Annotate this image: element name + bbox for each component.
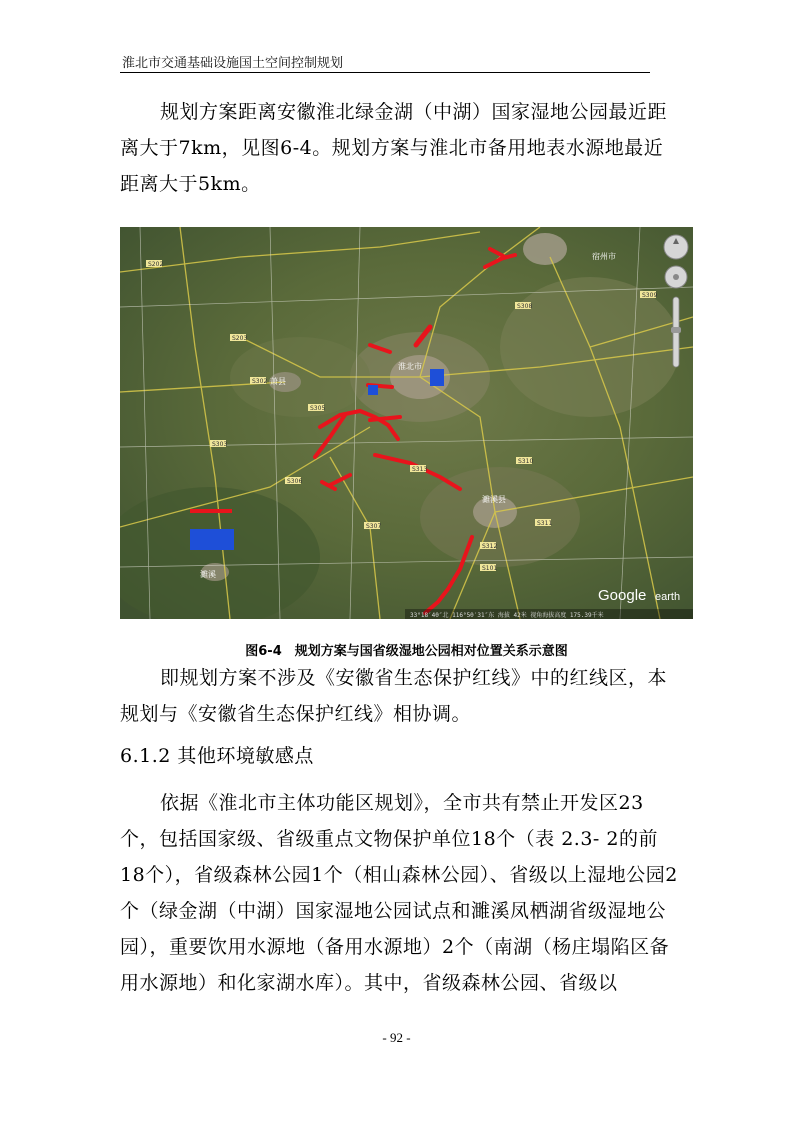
- svg-text:S307: S307: [366, 523, 382, 530]
- svg-text:S310: S310: [518, 458, 534, 465]
- svg-text:S309: S309: [642, 292, 658, 299]
- paragraph-sensitive-points: 依据《淮北市主体功能区规划》，全市共有禁止开发区23个，包括国家级、省级重点文物保护单位18个（表 2.3- 2的前18个），省级森林公园1个（相山森林公园）、省级以上湿地公园2个（绿金湖（中湖）国家湿地公园试点和濉溪凤栖湖省级湿地公园），重要饮用水源地（备用水源地）2个（南湖（杨庄塌陷区备用水源地）和化家湖水库）。其中，省级森林公园、省级以: [120, 792, 678, 994]
- svg-text:S305: S305: [310, 405, 326, 412]
- svg-text:宿州市: 宿州市: [592, 252, 616, 261]
- paragraph-distance: 规划方案距离安徽淮北绿金湖（中湖）国家湿地公园最近距离大于7km，见图6-4。规划方案与淮北市备用地表水源地最近距离大于5km。: [120, 101, 668, 195]
- svg-text:S202: S202: [148, 261, 164, 268]
- figure-caption: 图6-4 规划方案与国省级湿地公园相对位置关系示意图: [245, 644, 568, 659]
- running-header: 淮北市交通基础设施国土空间控制规划: [122, 56, 344, 71]
- status-bar: 33°18′40″北 116°50′31″东 海拔 42米 视角海拔高度 175.39千米: [410, 612, 604, 619]
- svg-text:S302: S302: [252, 378, 268, 385]
- wetland-park-huaibei: [430, 369, 444, 386]
- svg-text:濉溪县: 濉溪县: [482, 495, 506, 504]
- google-earth-logo: Google: [598, 587, 647, 604]
- svg-text:S101: S101: [482, 565, 498, 572]
- page-number: - 92 -: [382, 1030, 411, 1045]
- svg-text:S308: S308: [517, 303, 533, 310]
- map-svg: [120, 227, 693, 619]
- svg-text:S203: S203: [232, 335, 248, 342]
- svg-text:萧县: 萧县: [270, 377, 286, 386]
- svg-text:S303: S303: [212, 441, 228, 448]
- svg-text:濉溪: 濉溪: [200, 570, 216, 579]
- svg-text:S313: S313: [412, 466, 428, 473]
- header-rule: [120, 72, 650, 73]
- wetland-park-southwest: [190, 529, 234, 550]
- svg-text:S312: S312: [482, 543, 498, 550]
- svg-text:S311: S311: [537, 520, 553, 527]
- svg-text:earth: earth: [655, 591, 681, 603]
- paragraph-redline: 即规划方案不涉及《安徽省生态保护红线》中的红线区，本规划与《安徽省生态保护红线》相协调。: [120, 667, 668, 725]
- svg-text:淮北市: 淮北市: [398, 362, 422, 371]
- svg-text:S306: S306: [287, 478, 303, 485]
- section-heading: 6.1.2 其他环境敏感点: [120, 745, 314, 767]
- satellite-map-figure: [120, 227, 693, 619]
